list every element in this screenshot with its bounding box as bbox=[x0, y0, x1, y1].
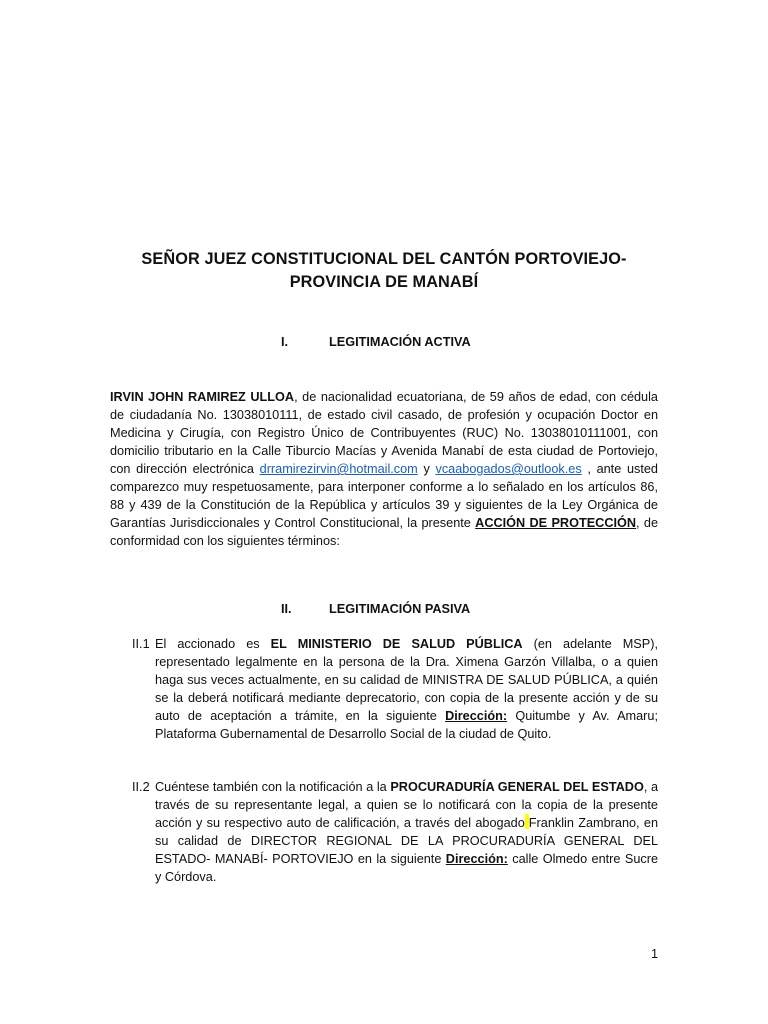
title-line-1: SEÑOR JUEZ CONSTITUCIONAL DEL CANTÓN PORTOVIEJO- bbox=[141, 250, 627, 268]
paragraph-text: , de nacionalidad ecuatoriana, de 59 años de edad, con cédula de ciudadanía No. 13038010111, de estado civil casado, de profesión y ocupación Doctor en Medicina y Cirugía, con Registro Único de Contribuyentes (RUC) No. 13038010111001, con domicilio tributario en la Calle Tiburcio Macías y Avenida Manabí de esta ciudad de Portoviejo, con dirección electrónica bbox=[110, 390, 658, 476]
item-text: El accionado es bbox=[155, 637, 271, 651]
item-text: (en adelante MSP), representado legalmente en la persona de la Dra. Ximena Garzón Villalba, o a quien haga sus veces actualmente, en su calidad de MINISTRA DE SALUD PÚBLICA, a quién se la deberá notificará mediante deprecatorio, con copia de la presente acción y de su auto de aceptación a trámite, en la siguiente bbox=[155, 637, 658, 723]
paragraph-text: y bbox=[417, 462, 436, 476]
page-number: 1 bbox=[651, 947, 659, 961]
item-text: Cuéntese también con la notificación a la bbox=[155, 780, 391, 794]
item-number: II.2 bbox=[132, 780, 150, 794]
list-item-ii-2 bbox=[110, 778, 658, 886]
procuraduria-name: PROCURADURÍA GENERAL DEL ESTADO bbox=[390, 780, 644, 794]
email-link-1[interactable]: drramirezirvin@hotmail.com bbox=[259, 462, 418, 476]
item-body bbox=[155, 778, 658, 886]
title-line-2: PROVINCIA DE MANABÍ bbox=[289, 273, 479, 291]
item-number: II.1 bbox=[132, 637, 150, 651]
item-text: Franklin Zambrano, en su calidad de DIRECTOR REGIONAL DE LA PROCURADURÍA GENERAL DEL ESTADO- MANABÍ- PORTOVIEJO en la siguiente bbox=[155, 816, 659, 866]
paragraph-text: , ante usted comparezco muy respetuosamente, para interponer conforme a lo señalado en los artículos 86, 88 y 439 de la Constitución de la República y artículos 39 y siguientes de la Ley Orgánica de Garantías Jurisdiccionales y Control Constitucional, la presente bbox=[110, 462, 658, 530]
section-number: I. bbox=[281, 335, 289, 349]
document-title bbox=[110, 248, 658, 294]
item-text: , a través de su representante legal, a quien se lo notificará con la copia de la presente acción y su respectivo auto de calificación, a través del abogado bbox=[155, 780, 658, 830]
item-text: calle Olmedo entre Sucre y Córdova. bbox=[155, 852, 659, 884]
section-number: II. bbox=[281, 602, 292, 616]
section-title: LEGITIMACIÓN PASIVA bbox=[329, 602, 471, 616]
email-link-2[interactable]: vcaabogados@outlook.es bbox=[435, 462, 582, 476]
legitimacion-activa-paragraph bbox=[110, 388, 658, 550]
item-text: Quitumbe y Av. Amaru; Plataforma Gubernamental de Desarrollo Social de la ciudad de Quito. bbox=[155, 709, 658, 741]
action-title: ACCIÓN DE PROTECCIÓN bbox=[475, 516, 637, 530]
address-label: Dirección: bbox=[445, 852, 508, 866]
list-item-ii-1 bbox=[110, 635, 658, 743]
paragraph-text: , de conformidad con los siguientes términos: bbox=[110, 516, 658, 548]
item-body bbox=[155, 635, 658, 743]
section-title: LEGITIMACIÓN ACTIVA bbox=[329, 335, 471, 349]
address-label: Dirección: bbox=[445, 709, 508, 723]
defendant-name: EL MINISTERIO DE SALUD PÚBLICA bbox=[270, 637, 523, 651]
plaintiff-name: IRVIN JOHN RAMIREZ ULLOA bbox=[110, 390, 295, 404]
